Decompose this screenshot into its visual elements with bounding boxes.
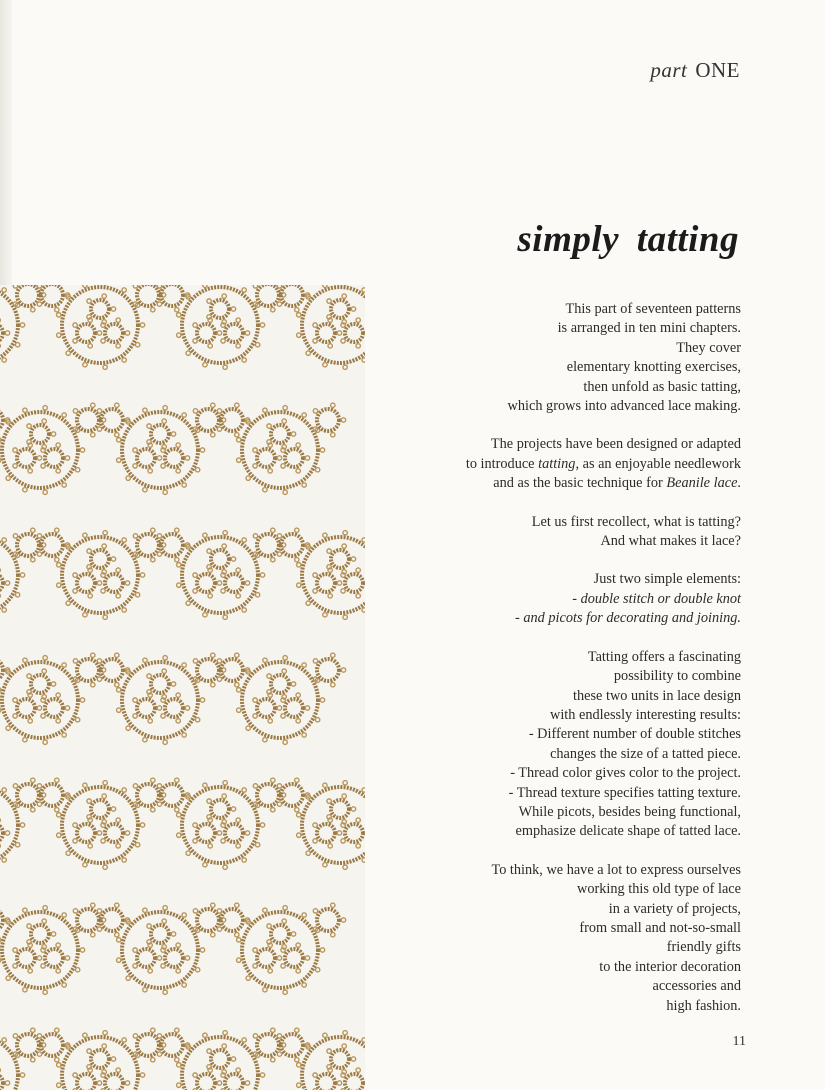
lace-small-ring <box>207 794 236 824</box>
lace-small-ring <box>87 794 116 824</box>
lace-small-ring <box>327 1044 356 1074</box>
lace-chain <box>177 285 265 369</box>
text-line: elementary knotting exercises, <box>566 359 741 376</box>
paragraph <box>321 570 741 628</box>
lace-small-ring <box>37 528 69 562</box>
lace-small-ring <box>207 544 236 574</box>
lace-small-ring <box>253 943 282 973</box>
text-line: They cover <box>676 339 741 356</box>
text-line: which grows into advanced lace making. <box>507 398 741 415</box>
text-line: - Thread texture specifies tatting texture. <box>508 784 741 801</box>
lace-small-ring <box>133 943 162 973</box>
text-line: - Different number of double stitches <box>528 726 741 743</box>
lace-small-ring <box>13 693 42 723</box>
text-line: with endlessly interesting results: <box>550 706 741 723</box>
lace-chain <box>0 781 25 870</box>
text-line: and as the basic technique for Beanile lace. <box>493 475 741 492</box>
text-line: emphasize delicate shape of tatted lace. <box>515 823 741 840</box>
lace-small-ring <box>217 403 249 437</box>
lace-small-ring <box>41 443 70 473</box>
lace-small-ring <box>73 818 102 848</box>
lace-small-ring <box>97 653 129 687</box>
lace-small-ring <box>193 318 222 348</box>
lace-chain <box>0 1031 25 1090</box>
lace-small-ring <box>217 903 249 937</box>
lace-small-ring <box>157 778 189 812</box>
text-line: And what makes it lace? <box>600 533 741 550</box>
text-line: The projects have been designed or adapted <box>490 436 741 453</box>
paragraph <box>321 513 741 552</box>
lace-chain <box>0 531 25 620</box>
lace-small-ring <box>341 1068 365 1090</box>
lace-small-ring <box>207 294 236 324</box>
text-line: Tatting offers a fascinating <box>587 648 741 665</box>
lace-small-ring <box>207 1044 236 1074</box>
text-line: from small and not-so-small <box>579 919 741 936</box>
lace-small-ring <box>97 903 129 937</box>
text-line: This part of seventeen patterns <box>565 301 741 317</box>
lace-small-ring <box>27 419 56 449</box>
lace-small-ring <box>37 778 69 812</box>
lace-small-ring <box>277 1028 309 1062</box>
text-line: Let us first recollect, what is tatting? <box>531 513 741 530</box>
lace-small-ring <box>87 1044 116 1074</box>
text-line: to the interior decoration <box>599 958 741 975</box>
lace-small-ring <box>161 943 190 973</box>
lace-small-ring <box>157 528 189 562</box>
lace-small-ring <box>161 693 190 723</box>
lace-small-ring <box>157 1028 189 1062</box>
lace-small-ring <box>0 1068 10 1090</box>
lace-small-ring <box>147 419 176 449</box>
lace-small-ring <box>267 919 296 949</box>
paragraph <box>321 861 741 1016</box>
lace-small-ring <box>267 419 296 449</box>
lace-small-ring <box>0 818 10 848</box>
lace-small-ring <box>27 919 56 949</box>
part-heading <box>650 58 740 83</box>
paragraph <box>321 648 741 842</box>
lace-small-ring <box>281 693 310 723</box>
text-line: working this old type of lace <box>577 881 741 898</box>
text-line: is arranged in ten mini chapters. <box>557 320 741 337</box>
lace-small-ring <box>253 693 282 723</box>
tatted-lace-photo <box>0 285 365 1090</box>
lace-small-ring <box>97 403 129 437</box>
lace-illustration <box>0 285 365 1090</box>
text-line: To think, we have a lot to express ourselves <box>491 861 741 878</box>
lace-small-ring <box>41 943 70 973</box>
text-line: - and picots for decorating and joining. <box>515 610 741 627</box>
lace-small-ring <box>133 443 162 473</box>
lace-small-ring <box>193 818 222 848</box>
text-line: While picots, besides being functional, <box>518 803 741 820</box>
lace-small-ring <box>277 778 309 812</box>
lace-small-ring <box>221 818 250 848</box>
paragraph <box>321 300 741 416</box>
text-line: then unfold as basic tatting, <box>583 378 741 395</box>
lace-small-ring <box>147 669 176 699</box>
lace-small-ring <box>161 443 190 473</box>
lace-small-ring <box>73 1068 102 1090</box>
lace-small-ring <box>193 568 222 598</box>
lace-chain <box>0 285 25 369</box>
lace-small-ring <box>221 1068 250 1090</box>
lace-small-ring <box>27 669 56 699</box>
lace-small-ring <box>147 919 176 949</box>
text-line: accessories and <box>652 978 741 995</box>
text-line: changes the size of a tatted piece. <box>550 745 741 762</box>
lace-small-ring <box>281 943 310 973</box>
lace-small-ring <box>267 669 296 699</box>
lace-small-ring <box>101 318 130 348</box>
page-title: simply tatting <box>517 219 739 260</box>
text-line: Just two simple elements: <box>593 571 741 588</box>
lace-small-ring <box>37 1028 69 1062</box>
paragraph <box>321 435 741 493</box>
lace-small-ring <box>221 318 250 348</box>
lace-small-ring <box>101 1068 130 1090</box>
page-number: 11 <box>732 1034 746 1049</box>
lace-small-ring <box>13 943 42 973</box>
lace-small-ring <box>193 1068 222 1090</box>
text-line: friendly gifts <box>666 939 741 956</box>
lace-small-ring <box>101 568 130 598</box>
body-text <box>321 300 741 1035</box>
lace-small-ring <box>281 443 310 473</box>
part-word: part <box>650 58 688 82</box>
lace-small-ring <box>41 693 70 723</box>
lace-small-ring <box>87 294 116 324</box>
lace-small-ring <box>13 443 42 473</box>
text-line: in a variety of projects, <box>608 900 741 917</box>
lace-small-ring <box>313 1068 342 1090</box>
lace-small-ring <box>0 568 10 598</box>
lace-small-ring <box>73 318 102 348</box>
text-line: high fashion. <box>666 997 741 1014</box>
lace-small-ring <box>217 653 249 687</box>
text-line: these two units in lace design <box>573 687 741 704</box>
part-label: ONE <box>695 58 740 82</box>
lace-small-ring <box>133 693 162 723</box>
text-line: - double stitch or double knot <box>572 590 741 607</box>
lace-small-ring <box>253 443 282 473</box>
lace-chain <box>57 285 145 369</box>
lace-small-ring <box>221 568 250 598</box>
text-line: possibility to combine <box>613 668 741 685</box>
text-line: to introduce tatting, as an enjoyable needlework <box>465 455 741 472</box>
lace-small-ring <box>73 568 102 598</box>
text-line: - Thread color gives color to the project. <box>510 765 741 782</box>
lace-small-ring <box>87 544 116 574</box>
lace-small-ring <box>277 528 309 562</box>
lace-small-ring <box>0 318 10 348</box>
lace-small-ring <box>101 818 130 848</box>
